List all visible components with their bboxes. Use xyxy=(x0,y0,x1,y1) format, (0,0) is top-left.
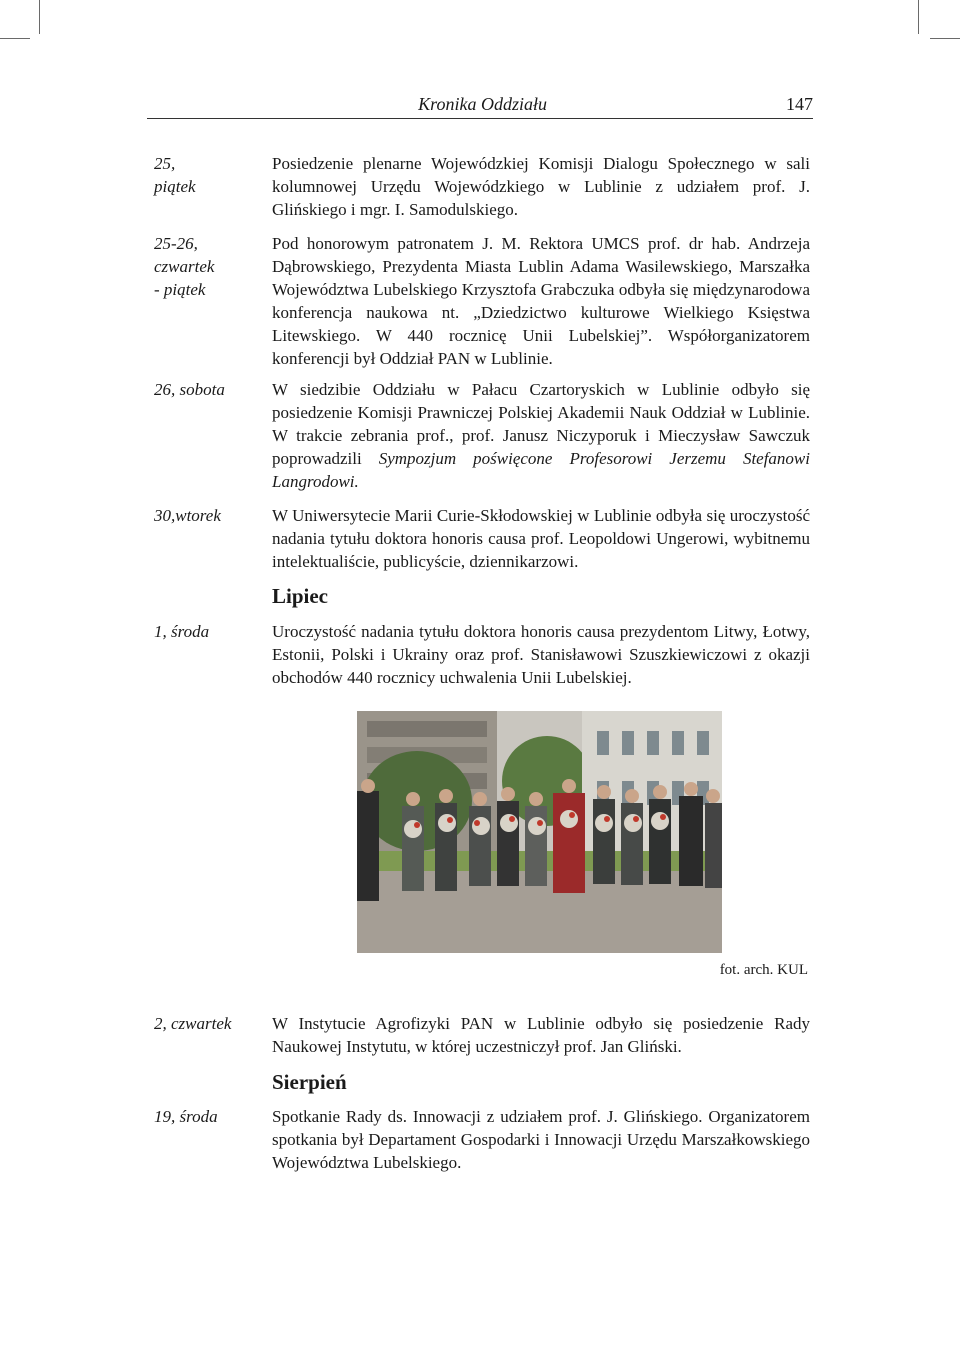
entry-date: 25-26, czwartek - piątek xyxy=(154,234,215,299)
entry-date: 2, czwartek xyxy=(154,1014,232,1033)
page-number: 147 xyxy=(786,94,813,114)
entry-date: 25, piątek xyxy=(154,154,196,196)
ceremony-photo-illustration xyxy=(357,711,722,953)
running-title: Kronika Oddziału xyxy=(418,94,547,114)
entry-paragraph: W Instytucie Agrofizyki PAN w Lublinie odbyło się posiedzenie Rady Naukowej Instytutu, w której uczestniczył prof. Jan Gliński. xyxy=(272,1014,810,1056)
entry-paragraph-start: W siedzibie Oddziału w Pałacu Czartoryskich w Lublinie odbyło się posiedzenie Komisji Prawniczej Polskiej Akademii Nauk Oddział w Lublinie. W trakcie zebrania prof., prof. Janusz Niczyporuk i Mieczysław Sawczuk poprowadzili xyxy=(272,380,810,468)
entry-paragraph xyxy=(272,378,810,493)
entry-text xyxy=(272,504,810,573)
photo-caption: fot. arch. KUL xyxy=(719,962,808,978)
entry-paragraph: Pod honorowym patronatem J. M. Rektora UMCS prof. dr hab. Andrzeja Dąbrowskiego, Prezydenta Miasta Lublin Adama Wasilewskiego, Marszałka Województwa Lubelskiego Krzysztofa Grabczuka odbyła się międzynarodowa konferencja naukowa nt. „Dziedzictwo kulturowe Wielkiego Księstwa Litewskiego. W 440 rocznicę Unii Lubelskiej”. Współorganizatorem konferencji był Oddział PAN w Lublinie. xyxy=(272,234,810,368)
entry-text xyxy=(272,232,810,370)
symposium-title: Sympozjum poświęcone Profesorowi Jerzemu Stefanowi Langrodowi. xyxy=(272,449,810,491)
running-header xyxy=(147,94,813,119)
crop-mark-right-horizontal xyxy=(930,38,960,39)
entry-date: 30,wtorek xyxy=(154,506,221,525)
month-heading-august: Sierpień xyxy=(272,1070,347,1094)
entry-paragraph: Uroczystość nadania tytułu doktora honoris causa prezydentom Litwy, Łotwy, Estonii, Polski i Ukrainy oraz prof. Stanisławowi Szuszkiewiczowi z okazji obchodów 440 rocznicy uchwalenia Unii Lubelskiej. xyxy=(272,622,810,687)
crop-mark-left-vertical xyxy=(39,0,40,34)
entry-paragraph: Spotkanie Rady ds. Innowacji z udziałem prof. J. Glińskiego. Organizatorem spotkania był Departament Gospodarki i Innowacji Urzędu Marszałkowskiego Województwa Lubelskiego. xyxy=(272,1107,810,1172)
crop-mark-right-vertical xyxy=(918,0,919,34)
entry-paragraph: Posiedzenie plenarne Wojewódzkiej Komisji Dialogu Społecznego w sali kolumnowej Urzędu Wojewódzkiego w Lublinie z udziałem prof. J. Glińskiego i mgr. I. Samodulskiego. xyxy=(272,154,810,219)
entry-date: 26, sobota xyxy=(154,380,225,399)
month-heading-july: Lipiec xyxy=(272,584,328,608)
entry-text xyxy=(272,152,810,221)
crop-mark-left-horizontal xyxy=(0,38,30,39)
entry-date: 19, środa xyxy=(154,1107,218,1126)
entry-date: 1, środa xyxy=(154,622,210,641)
entry-text xyxy=(272,378,810,493)
entry-text xyxy=(272,1012,810,1058)
entry-text xyxy=(272,1105,810,1174)
entry-paragraph: W Uniwersytecie Marii Curie-Skłodowskiej w Lublinie odbyła się uroczystość nadania tytułu doktora honoris causa prof. Leopoldowi Ungerowi, wybitnemu intelektualiście, publicyście, dziennikarzowi. xyxy=(272,506,810,571)
ceremony-photo xyxy=(357,711,722,953)
entry-text xyxy=(272,620,810,689)
